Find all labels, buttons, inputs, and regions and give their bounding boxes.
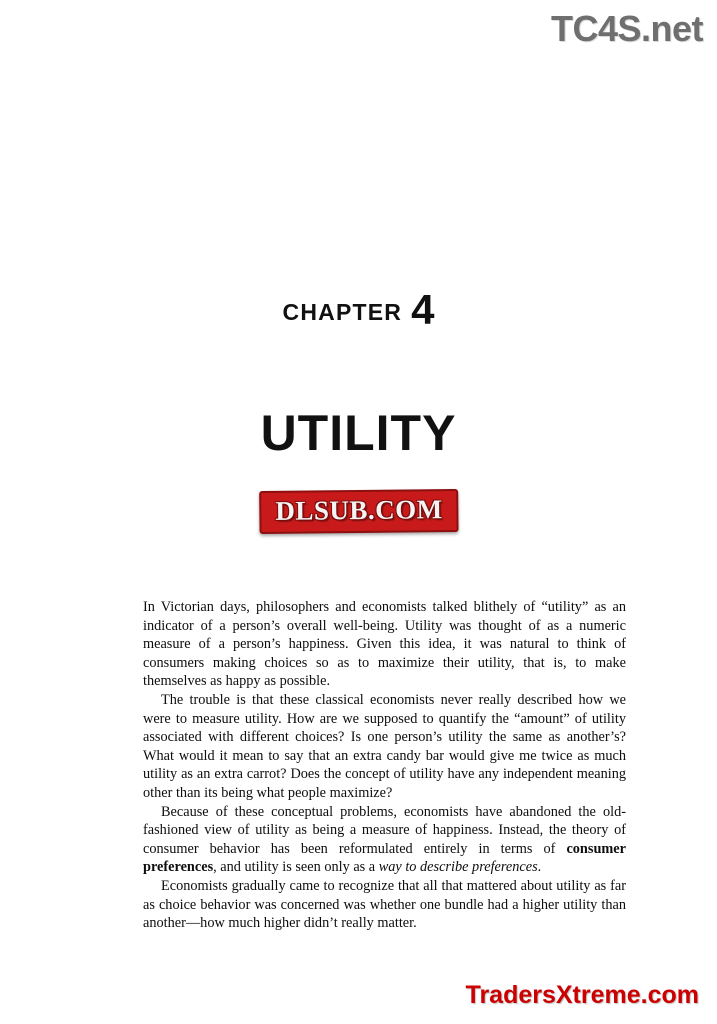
paragraph-3-text-a: Because of these conceptual problems, economists have abandoned the old-fashioned view of utility as being a measure of happiness. Instead, the theory of consumer behavior has been reformulated entirely in terms of xyxy=(143,803,626,857)
paragraph-3-bold: consumer preferences xyxy=(143,840,626,876)
watermark-top-right: TC4S.net xyxy=(550,8,703,49)
body-text xyxy=(143,598,626,933)
paragraph-2: The trouble is that these classical economists never really described how we were to measure utility. How are we supposed to quantify the “amount” of utility associated with different choices? Is one person’s utility the same as another’s? What would it mean to say that an extra candy bar would give me twice as much utility as an extra carrot? Does the concept of utility have any independent meaning other than its being what people maximize? xyxy=(143,691,626,801)
watermark-center-stamp-label: DLSUB.COM xyxy=(274,494,443,526)
paragraph-3-italic: way to describe preferences xyxy=(378,859,538,876)
paragraph-3-text-b: , and utility is seen only as a xyxy=(213,859,379,876)
chapter-heading xyxy=(0,286,717,334)
watermark-center-stamp xyxy=(259,489,459,534)
watermark-bottom-right: TradersXtreme.com xyxy=(465,981,699,1009)
paragraph-1: In Victorian days, philosophers and economists talked blithely of “utility” as an indicator of a person’s overall well-being. Utility was thought of as a numeric measure of a person’s happiness. Given this idea, it was natural to think of consumers making choices so as to maximize their utility, that is, to make themselves as happy as possible. xyxy=(143,599,626,690)
paragraph-3 xyxy=(143,803,626,877)
paragraph-3-text-c: . xyxy=(537,859,542,876)
chapter-label: CHAPTER xyxy=(282,299,403,325)
chapter-number: 4 xyxy=(411,286,435,333)
page-title: UTILITY xyxy=(260,405,457,461)
paragraph-4: Economists gradually came to recognize that all that mattered about utility as far as choice behavior was concerned was whether one bundle had a higher utility than another—how much higher didn’t really matter. xyxy=(143,877,626,932)
